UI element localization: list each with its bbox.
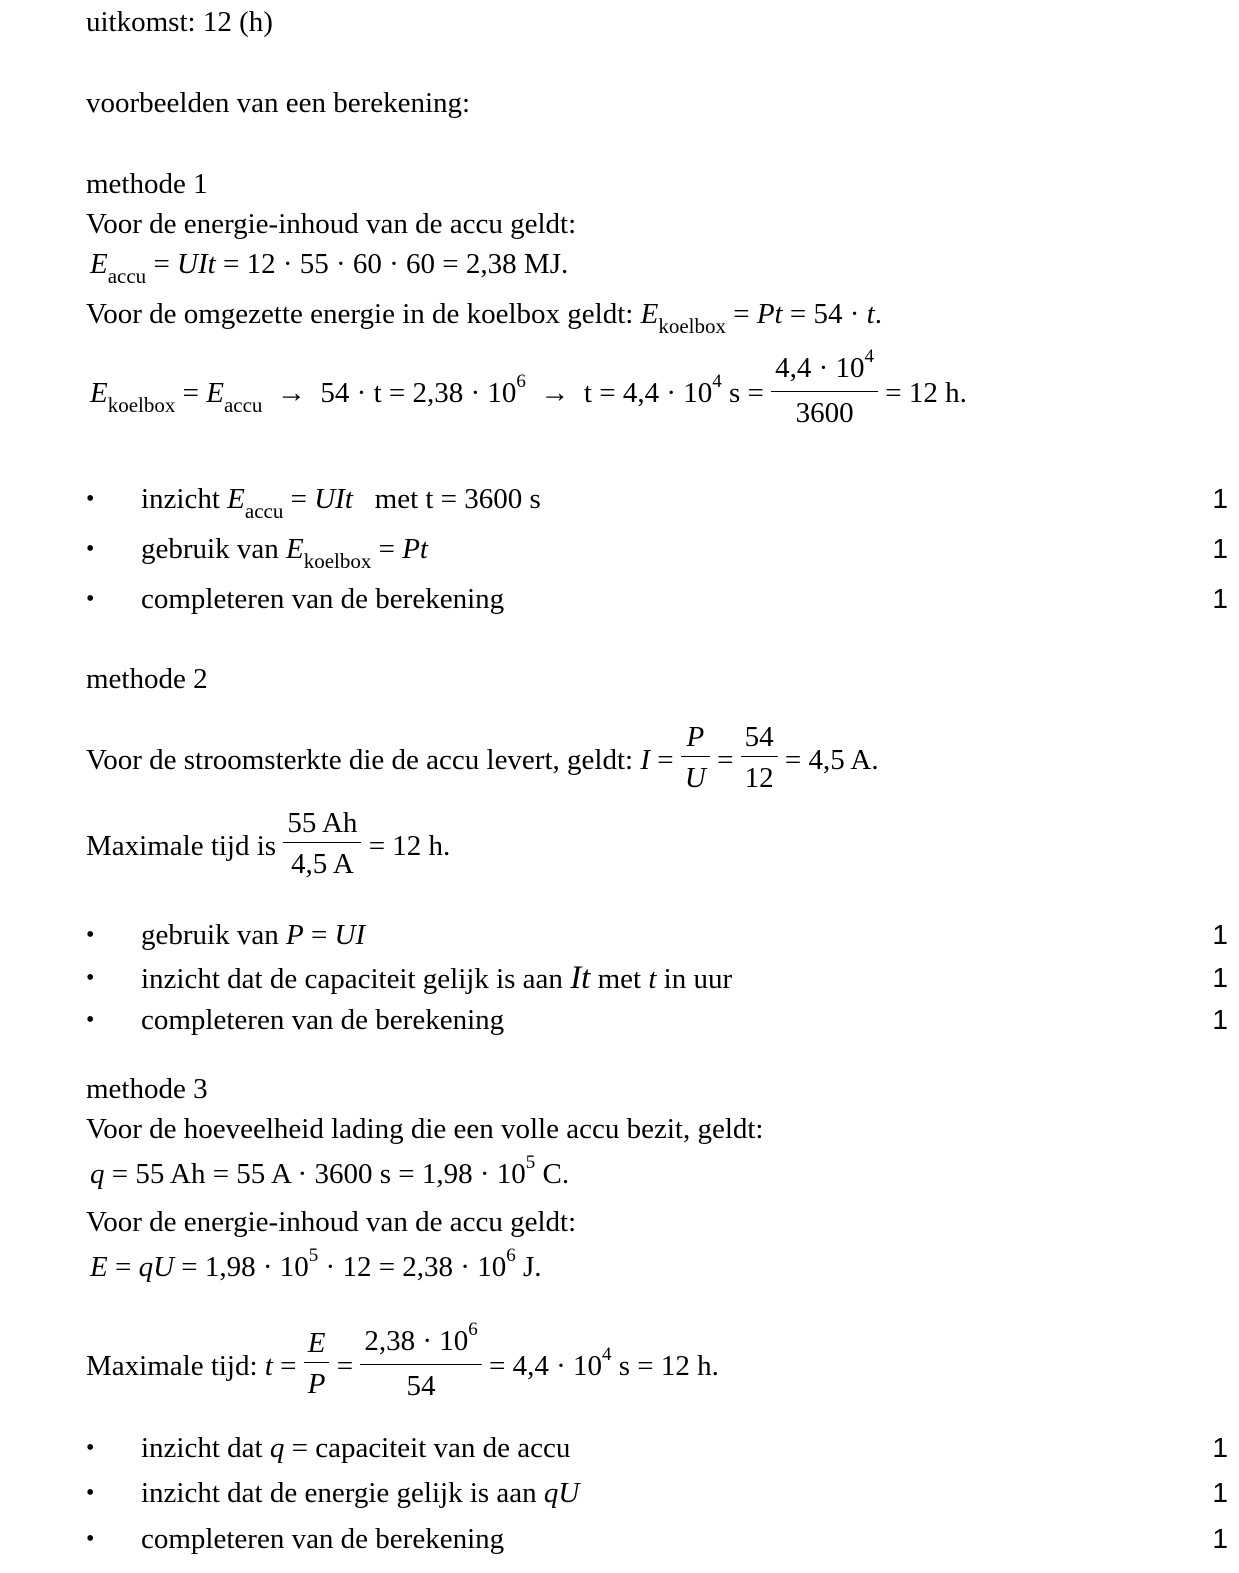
method1-item3-points: 1: [1212, 583, 1228, 614]
method3-title: methode 3: [86, 1073, 208, 1105]
method2-item2-points: 1: [1212, 962, 1228, 993]
bullet-icon: •: [86, 586, 95, 612]
method2-item3: completeren van de berekening: [141, 1004, 505, 1036]
method1-title: methode 1: [86, 168, 208, 200]
intro-line: voorbeelden van een berekening:: [86, 87, 471, 119]
method1-line1: Voor de energie-inhoud van de accu geldt:: [86, 208, 577, 240]
method1-item1: inzicht $E_{accu}$ = UIt met t = 3600 s: [141, 483, 541, 523]
method3-equation1: q = 55 Ah = 55 A · 3600 $s = 1,98 \cdot 10^5$ C.: [90, 1152, 570, 1190]
bullet-icon: •: [86, 486, 95, 512]
method2-item3-points: 1: [1212, 1004, 1228, 1035]
bullet-icon: •: [86, 536, 95, 562]
bullet-icon: •: [86, 965, 95, 991]
method1-equation1: $E_{accu}$ = UIt = 12 · 55 · 60 · 60 = 2,38 MJ.: [90, 248, 569, 288]
method3-item3: completeren van de berekening: [141, 1523, 505, 1555]
method3-item3-points: 1: [1212, 1523, 1228, 1554]
method3-item1-points: 1: [1212, 1432, 1228, 1463]
bullet-icon: •: [86, 922, 95, 948]
bullet-icon: •: [86, 1526, 95, 1552]
method2-line1: Voor de stroomsterkte die de accu levert, geldt: I = $\frac{P}{U}$ = $\frac{54}{12}$ = 4,5 A.: [86, 722, 879, 803]
method2-title: methode 2: [86, 663, 208, 695]
bullet-icon: •: [86, 1435, 95, 1461]
method1-fraction: $\frac{4,4 \cdot 10^4}{3600}$: [771, 349, 878, 434]
method2-item1: gebruik van P = UI: [141, 919, 366, 951]
method3-equation2: E = qU = $1,98 \cdot 10^5 \cdot 12 = 2,38 \cdot 10^6$ J.: [90, 1245, 542, 1283]
method3-line3: Maximale tijd: t = $\frac{E}{P}$ = $\frac{2,38 \cdot 10^6}{54}$ = $4,4 \cdot 10^4$ s = 12 h.: [86, 1326, 719, 1411]
method1-item3: completeren van de berekening: [141, 583, 505, 615]
method3-item2-points: 1: [1212, 1477, 1228, 1508]
method1-item1-points: 1: [1212, 483, 1228, 514]
outcome-line: uitkomst: 12 (h): [86, 6, 273, 38]
method1-equation3: $E_{koelbox} = E_{accu} \to 54 \cdot t = 2,38 \cdot 10^6 \to t = 4,4 \cdot 10^4$ s = $\frac{4,4 \cdot 10^4}{3600}$ = 12 h.: [90, 353, 967, 438]
method2-line2: Maximale tijd is $\frac{55 Ah}{4,5 A}$ = 12 h.: [86, 808, 450, 889]
bullet-icon: •: [86, 1480, 95, 1506]
method3-item1: inzicht dat q = capaciteit van de accu: [141, 1432, 571, 1464]
bullet-icon: •: [86, 1007, 95, 1033]
method1-line2: Voor de omgezette energie in de koelbox geldt: $E_{koelbox} = Pt = 54 \cdot t$.: [86, 298, 882, 338]
method1-item2-points: 1: [1212, 533, 1228, 564]
method3-line1: Voor de hoeveelheid lading die een volle accu bezit, geldt:: [86, 1113, 764, 1145]
method1-item2: gebruik van $E_{koelbox} = Pt$: [141, 533, 428, 573]
method2-item1-points: 1: [1212, 919, 1228, 950]
method2-item2: inzicht dat de capaciteit gelijk is aan It met t in uur: [141, 960, 733, 996]
method3-line2: Voor de energie-inhoud van de accu geldt:: [86, 1206, 577, 1238]
method3-item2: inzicht dat de energie gelijk is aan qU: [141, 1477, 580, 1509]
